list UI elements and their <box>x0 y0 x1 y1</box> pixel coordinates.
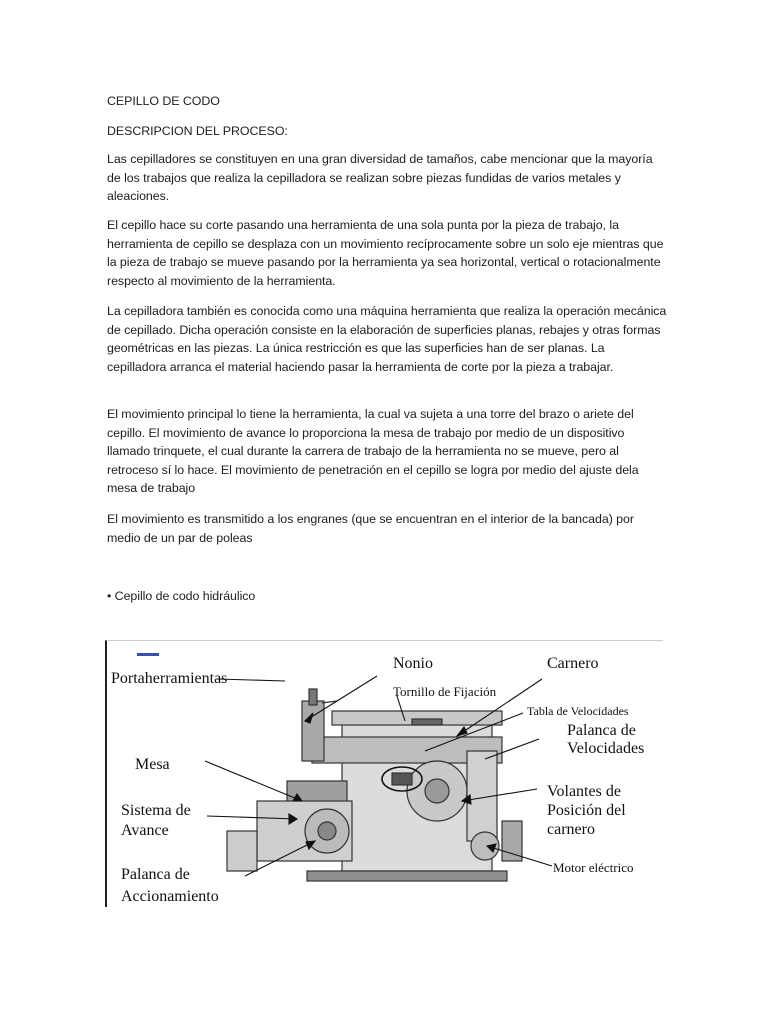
label-palanca-velocidades-1: Palanca de <box>567 722 636 739</box>
bullet-item: • Cepillo de codo hidráulico <box>107 589 256 603</box>
label-palanca-velocidades-2: Velocidades <box>567 740 645 757</box>
document-subtitle: DESCRIPCION DEL PROCESO: <box>107 124 288 138</box>
label-motor-electrico: Motor eléctrico <box>553 860 634 875</box>
paragraph: Las cepilladores se constituyen en una gran diversidad de tamaños, cabe mencionar que la mayoría de los trabajos que realiza la cepilladora se realizan sobre piezas fundidas de varios metales y aleaciones. <box>107 152 653 204</box>
label-volantes-2: Posición del <box>547 802 626 819</box>
label-sistema-avance-2: Avance <box>121 822 169 839</box>
shaper-diagram <box>107 641 663 907</box>
machine-illustration <box>227 689 522 881</box>
label-volantes-1: Volantes de <box>547 783 621 800</box>
label-carnero: Carnero <box>547 655 599 672</box>
label-mesa: Mesa <box>135 756 170 773</box>
label-palanca-accionamiento-2: Accionamiento <box>121 888 219 905</box>
document-title: CEPILLO DE CODO <box>107 94 220 108</box>
label-nonio: Nonio <box>393 655 433 672</box>
label-sistema-avance-1: Sistema de <box>121 802 191 819</box>
label-portaherramientas: Portaherramientas <box>111 670 228 687</box>
shaper-machine-figure <box>105 640 663 907</box>
blue-mark <box>137 653 159 656</box>
paragraph: El movimiento es transmitido a los engranes (que se encuentran en el interior de la bancada) por medio de un par de poleas <box>107 512 634 545</box>
label-volantes-3: carnero <box>547 821 595 838</box>
paragraph: El movimiento principal lo tiene la herramienta, la cual va sujeta a una torre del brazo o ariete del cepillo. El movimiento de avance lo proporciona la mesa de trabajo por medio de un dispositivo llamado trinquete, el cual durante la carrera de trabajo de la herramienta no se mueve, pero al retroceso sí lo hace. El movimiento de penetración en el cepillo se logra por medio del ajuste dela mesa de trabajo <box>107 407 639 496</box>
label-tabla-velocidades: Tabla de Velocidades <box>527 704 629 718</box>
paragraph: El cepillo hace su corte pasando una herramienta de una sola punta por la pieza de trabajo, la herramienta de cepillo se desplaza con un movimiento recíprocamente sobre un solo eje mientras que la pieza de trabajo se mueve pasando por la herramienta ya sea horizontal, vertical o rotacionalmente respecto al movimiento de la herramienta. <box>107 218 664 288</box>
label-tornillo-fijacion: Tornillo de Fijación <box>393 684 497 699</box>
paragraph: La cepilladora también es conocida como una máquina herramienta que realiza la operación mecánica de cepillado. Dicha operación consiste en la elaboración de superficies planas, rebajes y otras formas geométricas en las piezas. La única restricción es que las superficies han de ser planas. La cepilladora arranca el material haciendo pasar la herramienta de corte por la pieza a trabajar. <box>107 304 667 374</box>
label-palanca-accionamiento-1: Palanca de <box>121 866 190 883</box>
